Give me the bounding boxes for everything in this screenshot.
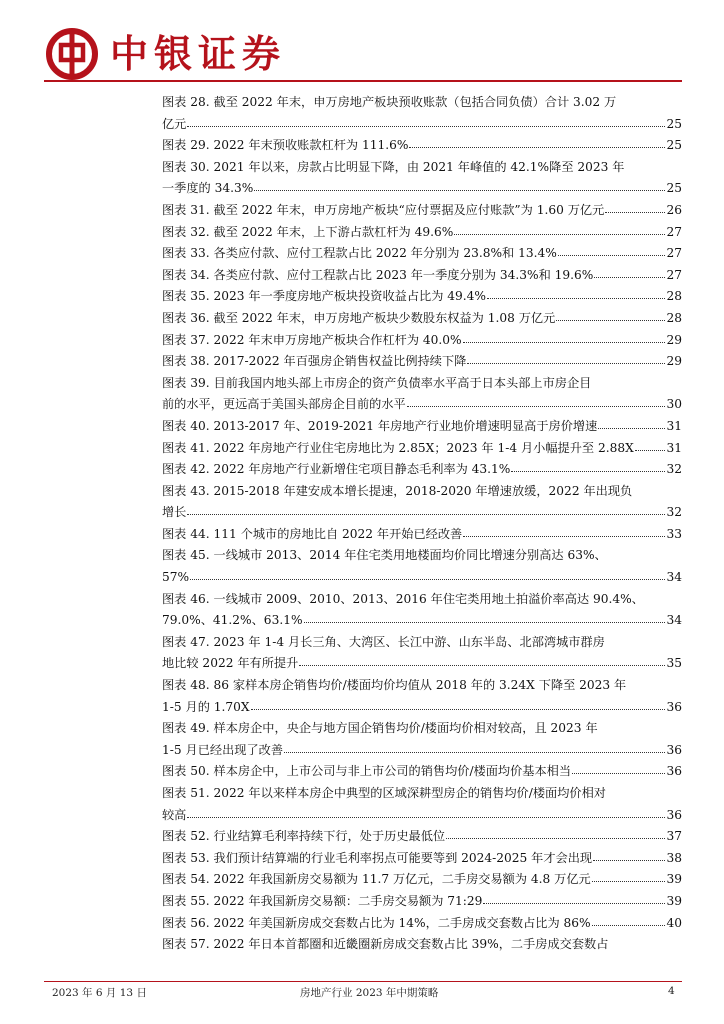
toc-entry-title: 图表 47. 2023 年 1-4 月长三角、大湾区、长江中游、山东半岛、北部湾城市群房 <box>162 634 605 649</box>
toc-entry-title: 图表 45. 一线城市 2013、2014 年住宅类用地楼面均价同比增速分别高达 63%、 <box>162 548 607 563</box>
toc-leader-dots <box>299 653 665 666</box>
toc-entry-title-cont: 1-5 月的 1.70X <box>162 699 250 714</box>
toc-page-number: 25 <box>666 116 682 131</box>
toc-entry[interactable] <box>162 545 682 588</box>
toc-entry-title: 图表 39. 目前我国内地头部上市房企的资产负债率水平高于日本头部上市房企目 <box>162 375 592 390</box>
toc-leader-dots <box>572 761 665 774</box>
toc-leader-dots <box>463 524 665 537</box>
toc-leader-dots <box>284 740 665 753</box>
toc-entry[interactable] <box>162 200 682 222</box>
toc-page-number: 39 <box>666 893 682 908</box>
toc-page-number: 32 <box>666 505 682 520</box>
toc-leader-dots <box>487 286 665 299</box>
toc-page-number: 27 <box>666 267 682 282</box>
toc-page-number: 34 <box>666 570 682 585</box>
toc-entry-title: 图表 49. 样本房企中，央企与地方国企销售均价/楼面均价相对较高，且 2023 年 <box>162 721 598 736</box>
toc-page-number: 33 <box>666 526 682 541</box>
toc-page-number: 25 <box>666 138 682 153</box>
toc-entry-title: 图表 31. 截至 2022 年末，申万房地产板块“应付票据及应付账款”为 1.60 万亿元 <box>162 202 605 217</box>
toc-entry-title: 图表 53. 我们预计结算端的行业毛利率拐点可能要等到 2024-2025 年才会出现 <box>162 850 593 865</box>
toc-entry-title: 图表 42. 2022 年房地产行业新增住宅项目静态毛利率为 43.1% <box>162 462 511 477</box>
toc-page-number: 28 <box>666 289 682 304</box>
toc-entry-title: 图表 51. 2022 年以来样本房企中典型的区域深耕型房企的销售均价/楼面均价相对 <box>162 786 606 800</box>
toc-entry[interactable] <box>162 459 682 481</box>
toc-entry[interactable] <box>162 761 682 783</box>
toc-entry-title: 图表 34. 各类应付款、应付工程款占比 2023 年一季度分别为 34.3%和 19.6% <box>162 267 594 282</box>
toc-page-number: 31 <box>666 440 682 455</box>
toc-leader-dots <box>187 502 665 515</box>
toc-leader-dots <box>409 135 665 148</box>
toc-page-number: 30 <box>666 397 682 412</box>
toc-entry-title: 图表 52. 行业结算毛利率持续下行，处于历史最低位 <box>162 829 446 844</box>
toc-page-number: 28 <box>666 310 682 325</box>
toc-entry-title: 图表 44. 111 个城市的房地比自 2022 年开始已经改善 <box>162 526 463 541</box>
toc-entry-title-cont: 亿元 <box>162 116 187 131</box>
toc-page-number: 36 <box>666 699 682 714</box>
toc-leader-dots <box>467 351 665 364</box>
toc-page-number: 38 <box>666 850 682 865</box>
toc-page-number: 36 <box>666 807 682 822</box>
toc-entry[interactable] <box>162 286 682 308</box>
toc-leader-dots <box>592 913 666 926</box>
toc-entry-title-cont: 前的水平，更远高于美国头部房企目前的水平 <box>162 397 406 412</box>
toc-entry[interactable] <box>162 481 682 524</box>
toc-entry[interactable] <box>162 783 682 826</box>
bank-of-china-logo-icon <box>44 26 100 82</box>
footer-divider <box>44 981 682 982</box>
toc-entry-title-cont: 79.0%、41.2%、63.1% <box>162 613 303 628</box>
header-divider <box>44 80 682 82</box>
toc-leader-dots <box>407 394 666 407</box>
toc-entry[interactable] <box>162 718 682 761</box>
toc-page-number: 37 <box>666 829 682 844</box>
toc-entry[interactable] <box>162 826 682 848</box>
toc-entry[interactable] <box>162 330 682 352</box>
toc-leader-dots <box>190 567 665 580</box>
toc-entry-title: 图表 32. 截至 2022 年末，上下游占款杠杆为 49.6% <box>162 224 454 239</box>
toc-entry[interactable] <box>162 438 682 460</box>
toc-entry-title-cont: 地比较 2022 年有所提升 <box>162 656 299 671</box>
toc-entry[interactable] <box>162 891 682 913</box>
toc-entry[interactable] <box>162 308 682 330</box>
toc-leader-dots <box>558 243 666 256</box>
toc-entry-title: 图表 55. 2022 年我国新房交易额：二手房交易额为 71:29 <box>162 893 483 908</box>
toc-entry-title: 图表 36. 截至 2022 年末，申万房地产板块少数股东权益为 1.08 万亿元 <box>162 310 556 325</box>
toc-entry-title: 图表 28. 截至 2022 年末，申万房地产板块预收账款（包括合同负债）合计 3.02 万 <box>162 95 617 109</box>
toc-page-number: 27 <box>666 224 682 239</box>
toc-entry[interactable] <box>162 589 682 632</box>
toc-leader-dots <box>463 330 666 343</box>
toc-page-number: 26 <box>666 202 682 217</box>
toc-entry[interactable] <box>162 92 682 135</box>
toc-leader-dots <box>483 891 665 904</box>
toc-page-number: 31 <box>666 418 682 433</box>
toc-entry[interactable] <box>162 869 682 891</box>
table-of-figures <box>162 92 682 956</box>
footer-date: 2023 年 6 月 13 日 <box>52 987 147 999</box>
toc-entry-title: 图表 50. 样本房企中，上市公司与非上市公司的销售均价/楼面均价基本相当 <box>162 764 572 779</box>
toc-leader-dots <box>454 222 665 235</box>
brand-name: 中银证券 <box>110 32 287 76</box>
toc-page-number: 36 <box>666 764 682 779</box>
toc-page-number: 29 <box>666 332 682 347</box>
toc-leader-dots <box>187 114 665 127</box>
toc-leader-dots <box>251 697 666 710</box>
toc-entry-title: 图表 33. 各类应付款、应付工程款占比 2022 年分别为 23.8%和 13.4% <box>162 246 557 261</box>
toc-entry-title: 图表 57. 2022 年日本首都圈和近畿圈新房成交套数占比 39%，二手房成交套数占 <box>162 937 609 952</box>
toc-leader-dots <box>605 200 665 213</box>
toc-entry[interactable] <box>162 934 682 956</box>
toc-entry-title: 图表 46. 一线城市 2009、2010、2013、2016 年住宅类用地土拍溢价率高达 90.4%、 <box>162 591 644 606</box>
toc-leader-dots <box>511 459 665 472</box>
toc-page-number: 40 <box>666 915 682 930</box>
toc-entry[interactable] <box>162 243 682 265</box>
toc-entry-title-cont: 较高 <box>162 807 187 822</box>
toc-entry[interactable] <box>162 373 682 416</box>
toc-page-number: 36 <box>666 742 682 757</box>
toc-entry-title: 图表 41. 2022 年房地产行业住宅房地比为 2.85X；2023 年 1-4 月小幅提升至 2.88X <box>162 440 634 455</box>
toc-entry-title-cont: 1-5 月已经出现了改善 <box>162 742 284 757</box>
toc-entry-title: 图表 38. 2017-2022 年百强房企销售权益比例持续下降 <box>162 354 467 369</box>
toc-entry[interactable] <box>162 135 682 157</box>
toc-page-number: 27 <box>666 246 682 261</box>
footer-page-number: 4 <box>668 985 675 997</box>
report-header <box>44 22 684 84</box>
toc-leader-dots <box>593 848 665 861</box>
toc-entry[interactable] <box>162 351 682 373</box>
toc-entry-title: 图表 30. 2021 年以来，房款占比明显下降，由 2021 年峰值的 42.1%降至 2023 年 <box>162 159 625 174</box>
toc-entry[interactable] <box>162 222 682 244</box>
toc-entry-title: 图表 43. 2015-2018 年建安成本增长提速，2018-2020 年增速放缓，2022 年出现负 <box>162 483 633 498</box>
toc-entry[interactable] <box>162 416 682 438</box>
toc-page-number: 29 <box>666 354 682 369</box>
toc-entry-title: 图表 37. 2022 年末申万房地产板块合作杠杆为 40.0% <box>162 332 462 347</box>
toc-entry-title-cont: 57% <box>162 570 190 585</box>
toc-entry[interactable] <box>162 265 682 287</box>
toc-entry-title: 图表 40. 2013-2017 年、2019-2021 年房地产行业地价增速明显高于房价增速 <box>162 418 598 433</box>
toc-entry-title-cont: 增长 <box>162 505 187 520</box>
toc-leader-dots <box>556 308 665 321</box>
toc-leader-dots <box>254 178 665 191</box>
toc-entry-title: 图表 29. 2022 年末预收账款杠杆为 111.6% <box>162 138 409 153</box>
toc-leader-dots <box>635 438 666 451</box>
toc-entry-title: 图表 54. 2022 年我国新房交易额为 11.7 万亿元，二手房交易额为 4.8 万亿元 <box>162 872 591 887</box>
footer-report-title: 房地产行业 2023 年中期策略 <box>300 987 439 999</box>
toc-entry-title: 图表 56. 2022 年美国新房成交套数占比为 14%，二手房成交套数占比为 86% <box>162 915 591 930</box>
toc-leader-dots <box>304 610 666 623</box>
toc-page-number: 25 <box>666 181 682 196</box>
toc-leader-dots <box>594 265 665 278</box>
toc-entry-title: 图表 35. 2023 年一季度房地产板块投资收益占比为 49.4% <box>162 289 486 304</box>
toc-entry[interactable] <box>162 848 682 870</box>
toc-page-number: 35 <box>666 656 682 671</box>
toc-page-number: 32 <box>666 462 682 477</box>
toc-leader-dots <box>592 869 666 882</box>
toc-leader-dots <box>187 805 665 818</box>
toc-page-number: 34 <box>666 613 682 628</box>
toc-leader-dots <box>598 416 665 429</box>
toc-entry[interactable] <box>162 524 682 546</box>
toc-entry[interactable] <box>162 632 682 675</box>
toc-entry[interactable] <box>162 675 682 718</box>
toc-entry[interactable] <box>162 157 682 200</box>
toc-entry[interactable] <box>162 913 682 935</box>
toc-page-number: 39 <box>666 872 682 887</box>
toc-entry-title: 图表 48. 86 家样本房企销售均价/楼面均价均值从 2018 年的 3.24X 下降至 2023 年 <box>162 678 627 693</box>
toc-leader-dots <box>446 826 665 839</box>
toc-entry-title-cont: 一季度的 34.3% <box>162 181 254 196</box>
